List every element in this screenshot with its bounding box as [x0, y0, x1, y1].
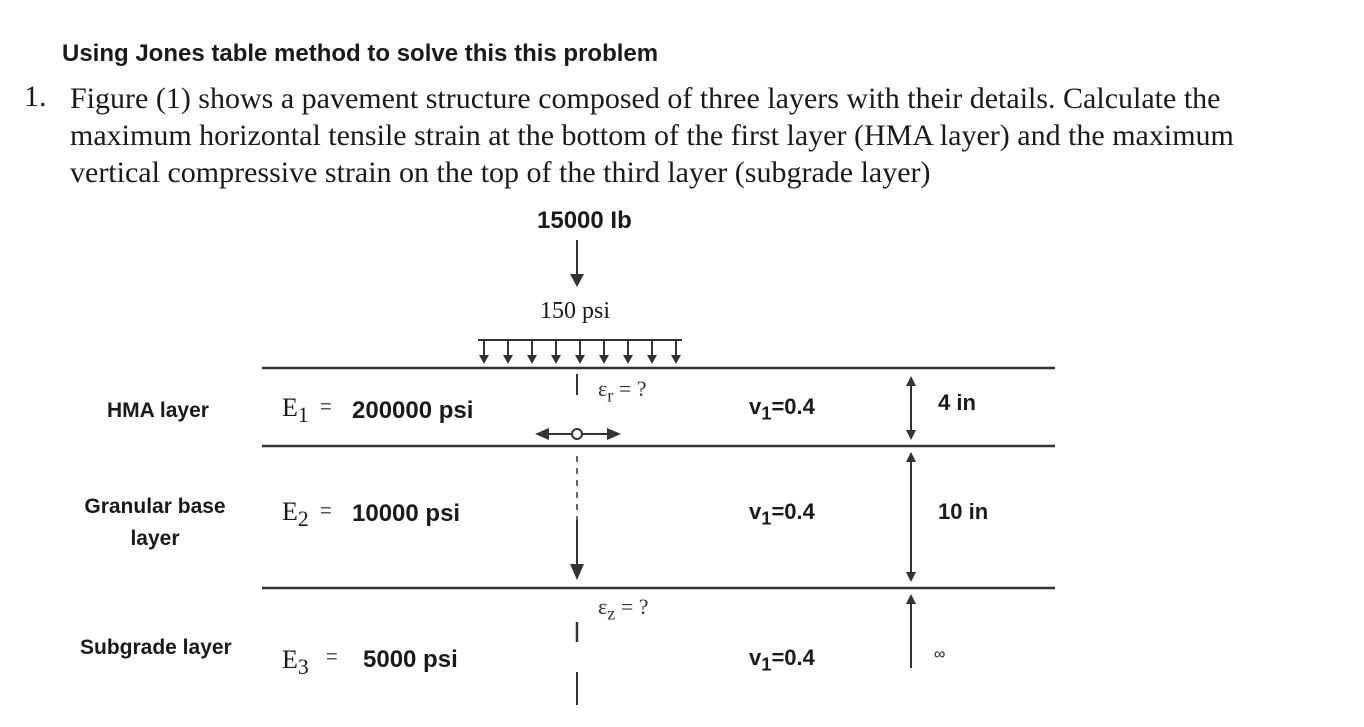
question-line-3: vertical compressive strain on the top of the third layer (subgrade layer) [70, 156, 931, 189]
pressure-arrows [479, 340, 681, 364]
layer-3-name: Subgrade layer [80, 636, 232, 659]
strain-z-arrow-head [570, 564, 584, 580]
layer-2-modulus-eq: = [320, 500, 332, 522]
load-label: 15000 Ib [537, 207, 632, 234]
layer-3-poisson: $v_1=0.4$ [749, 645, 815, 675]
layer-3-thickness: ∞ [934, 646, 946, 663]
layer-1-modulus-eq: = [320, 396, 332, 418]
load-arrow-head [570, 274, 584, 287]
layer-2-name-line-2: layer [130, 527, 180, 550]
question-line-1: Figure (1) shows a pavement structure composed of three layers with their details. Calculate the [70, 82, 1221, 115]
pressure-arrow-head [527, 355, 537, 364]
pressure-arrow-head [599, 355, 609, 364]
layer-2-modulus-value: 10000 psi [352, 500, 461, 527]
layer-2-thickness: 10 in [938, 499, 989, 524]
strain-r-arrow-right [607, 428, 621, 440]
pressure-arrow-head [671, 355, 681, 364]
strain-r-point [572, 429, 582, 439]
pressure-arrow-head [623, 355, 633, 364]
layer-3-modulus-symbol: $E_3$ [282, 645, 309, 680]
layer-1-modulus-value: 200000 psi [352, 397, 474, 424]
question-number: 1. [24, 80, 47, 113]
question-line-2: maximum horizontal tensile strain at the bottom of the first layer (HMA layer) and the maximum [70, 119, 1234, 152]
strain-r-label: $\varepsilon_r$ = ? [598, 376, 647, 406]
pressure-arrow-head [575, 355, 585, 364]
layer-1-name: HMA layer [107, 399, 209, 422]
layer-2-name [84, 495, 226, 551]
layer-2-modulus-symbol: $E_2$ [282, 497, 309, 532]
layer-1-modulus-symbol: $E_1$ [282, 393, 309, 428]
pressure-label: 150 psi [540, 298, 611, 324]
layer-1-poisson: $v_1=0.4$ [749, 394, 815, 424]
layer-2-poisson: $v_1=0.4$ [749, 499, 815, 529]
layer-3-modulus-value: 5000 psi [363, 646, 458, 673]
pressure-arrow-head [647, 355, 657, 364]
strain-z-label: $\varepsilon_z$ = ? [598, 594, 649, 624]
pressure-arrow-head [551, 355, 561, 364]
page-heading: Using Jones table method to solve this this problem [62, 40, 659, 67]
pressure-arrow-head [503, 355, 513, 364]
pressure-arrow-head [479, 355, 489, 364]
strain-r-arrow-left [535, 428, 549, 440]
layer-3-modulus-eq: = [326, 646, 338, 668]
layer-1-thickness: 4 in [938, 390, 976, 415]
layer-2-name-line-1: Granular base [84, 495, 226, 518]
